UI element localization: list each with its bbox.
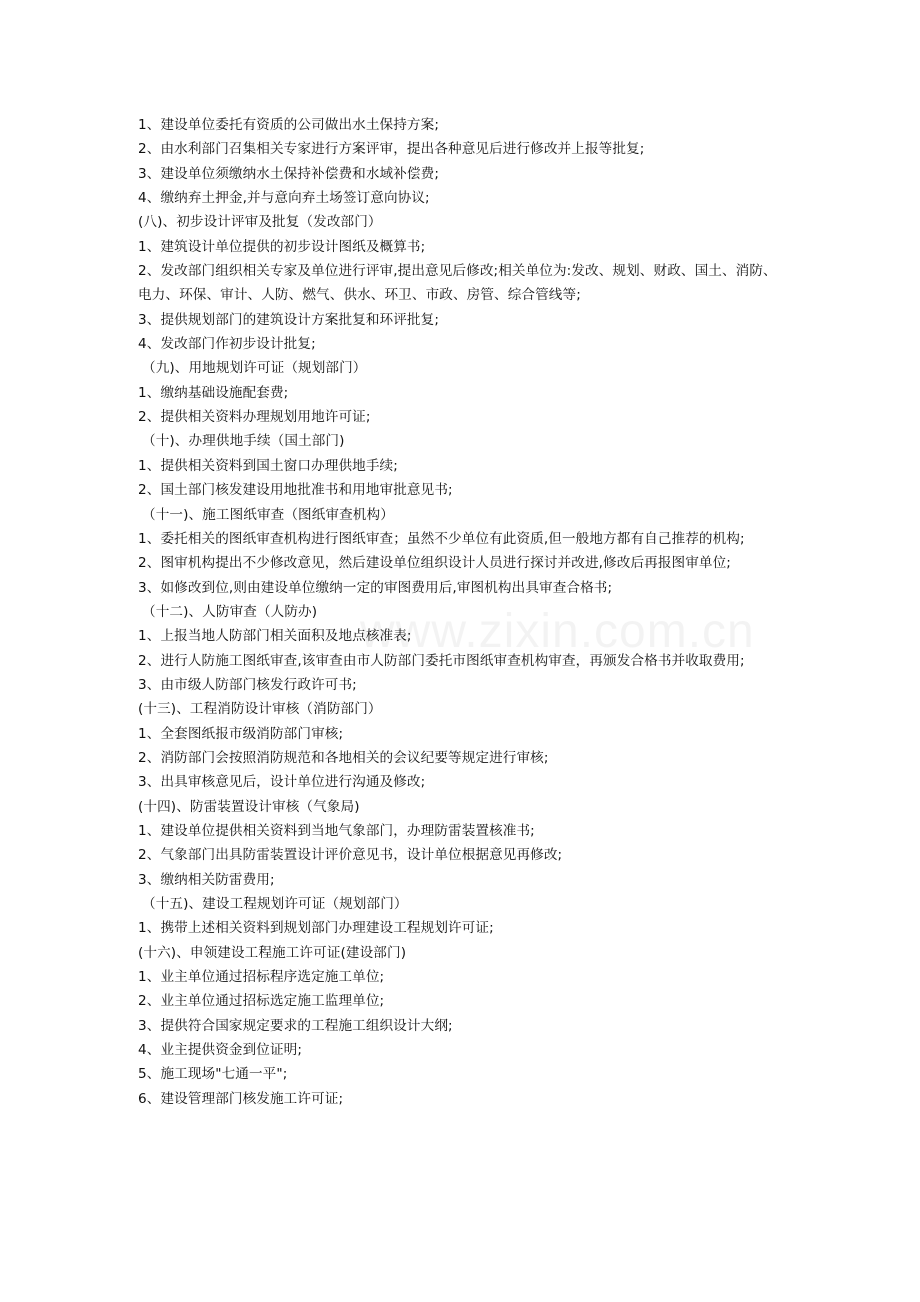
text-line: 1、全套图纸报市级消防部门审核;: [138, 725, 344, 742]
text-line: 2、提供相关资料办理规划用地许可证;: [138, 409, 371, 426]
text-line: 3、建设单位须缴纳水土保持补偿费和水域补偿费;: [138, 165, 439, 182]
text-line: 2、图审机构提出不少修改意见，然后建设单位组织设计人员进行探讨并改进,修改后再报图审单位;: [138, 555, 731, 572]
text-line: 2、进行人防施工图纸审查,该审查由市人防部门委托市图纸审查机构审查，再颁发合格书并收取费用;: [138, 652, 745, 669]
text-line: 3、由市级人防部门核发行政许可书;: [138, 676, 357, 693]
text-line: （十二)、人防审查（人防办): [142, 603, 318, 620]
text-line: 1、携带上述相关资料到规划部门办理建设工程规划许可证;: [138, 920, 494, 937]
text-line: 5、施工现场"七通一平";: [138, 1066, 288, 1083]
text-line: (十四)、防雷装置设计审核（气象局): [138, 798, 360, 815]
text-line: 2、发改部门组织相关专家及单位进行评审,提出意见后修改;相关单位为:发改、规划、财政、国土、消防、: [138, 263, 777, 280]
text-line: 1、委托相关的图纸审查机构进行图纸审查；虽然不少单位有此资质,但一般地方都有自己推荐的机构;: [138, 530, 745, 547]
text-line: 1、建设单位提供相关资料到当地气象部门，办理防雷装置核准书;: [138, 822, 535, 839]
text-line: (十六)、申领建设工程施工许可证(建设部门): [138, 944, 407, 961]
document-body: [138, 113, 908, 1111]
text-line: (十三)、工程消防设计审核（消防部门）: [138, 701, 382, 718]
text-line: 3、缴纳相关防雷费用;: [138, 871, 275, 888]
text-line: 1、上报当地人防部门相关面积及地点核准表;: [138, 628, 412, 645]
text-line: （十)、办理供地手续（国土部门): [142, 433, 345, 450]
text-line: （十五)、建设工程规划许可证（规划部门）: [142, 896, 408, 912]
text-line: (八)、初步设计评审及批复（发改部门）: [138, 214, 382, 231]
text-line: 1、缴纳基础设施配套费;: [138, 384, 289, 401]
text-line: 2、消防部门会按照消防规范和各地相关的会议纪要等规定进行审核;: [138, 749, 549, 766]
text-line: 2、气象部门出具防雷装置设计评价意见书，设计单位根据意见再修改;: [138, 847, 563, 864]
text-line: 2、由水利部门召集相关专家进行方案评审，提出各种意见后进行修改并上报等批复;: [138, 141, 645, 158]
text-line: 3、提供符合国家规定要求的工程施工组织设计大纲;: [138, 1017, 453, 1034]
text-line: 3、提供规划部门的建筑设计方案批复和环评批复;: [138, 311, 439, 328]
text-line: 2、国土部门核发建设用地批准书和用地审批意见书;: [138, 482, 453, 499]
text-line: 2、业主单位通过招标选定施工监理单位;: [138, 993, 385, 1010]
text-line: 1、建设单位委托有资质的公司做出水土保持方案;: [138, 117, 439, 133]
text-line: 3、出具审核意见后，设计单位进行沟通及修改;: [138, 774, 426, 791]
text-line: 4、业主提供资金到位证明;: [138, 1042, 303, 1059]
text-line: 6、建设管理部门核发施工许可证;: [138, 1090, 344, 1107]
text-line: 4、发改部门作初步设计批复;: [138, 336, 316, 353]
text-line: 3、如修改到位,则由建设单位缴纳一定的审图费用后,审图机构出具审查合格书;: [138, 579, 613, 596]
text-line: （九)、用地规划许可证（规划部门）: [142, 360, 367, 377]
text-line: 1、提供相关资料到国土窗口办理供地手续;: [138, 457, 398, 474]
text-line: 4、缴纳弃土押金,并与意向弃土场签订意向协议;: [138, 190, 430, 207]
text-line: 1、业主单位通过招标程序选定施工单位;: [138, 969, 385, 986]
text-line: 1、建筑设计单位提供的初步设计图纸及概算书;: [138, 238, 426, 255]
text-line: 电力、环保、审计、人防、燃气、供水、环卫、市政、房管、综合管线等;: [138, 287, 581, 304]
text-line: （十一)、施工图纸审查（图纸审查机构）: [142, 506, 394, 523]
